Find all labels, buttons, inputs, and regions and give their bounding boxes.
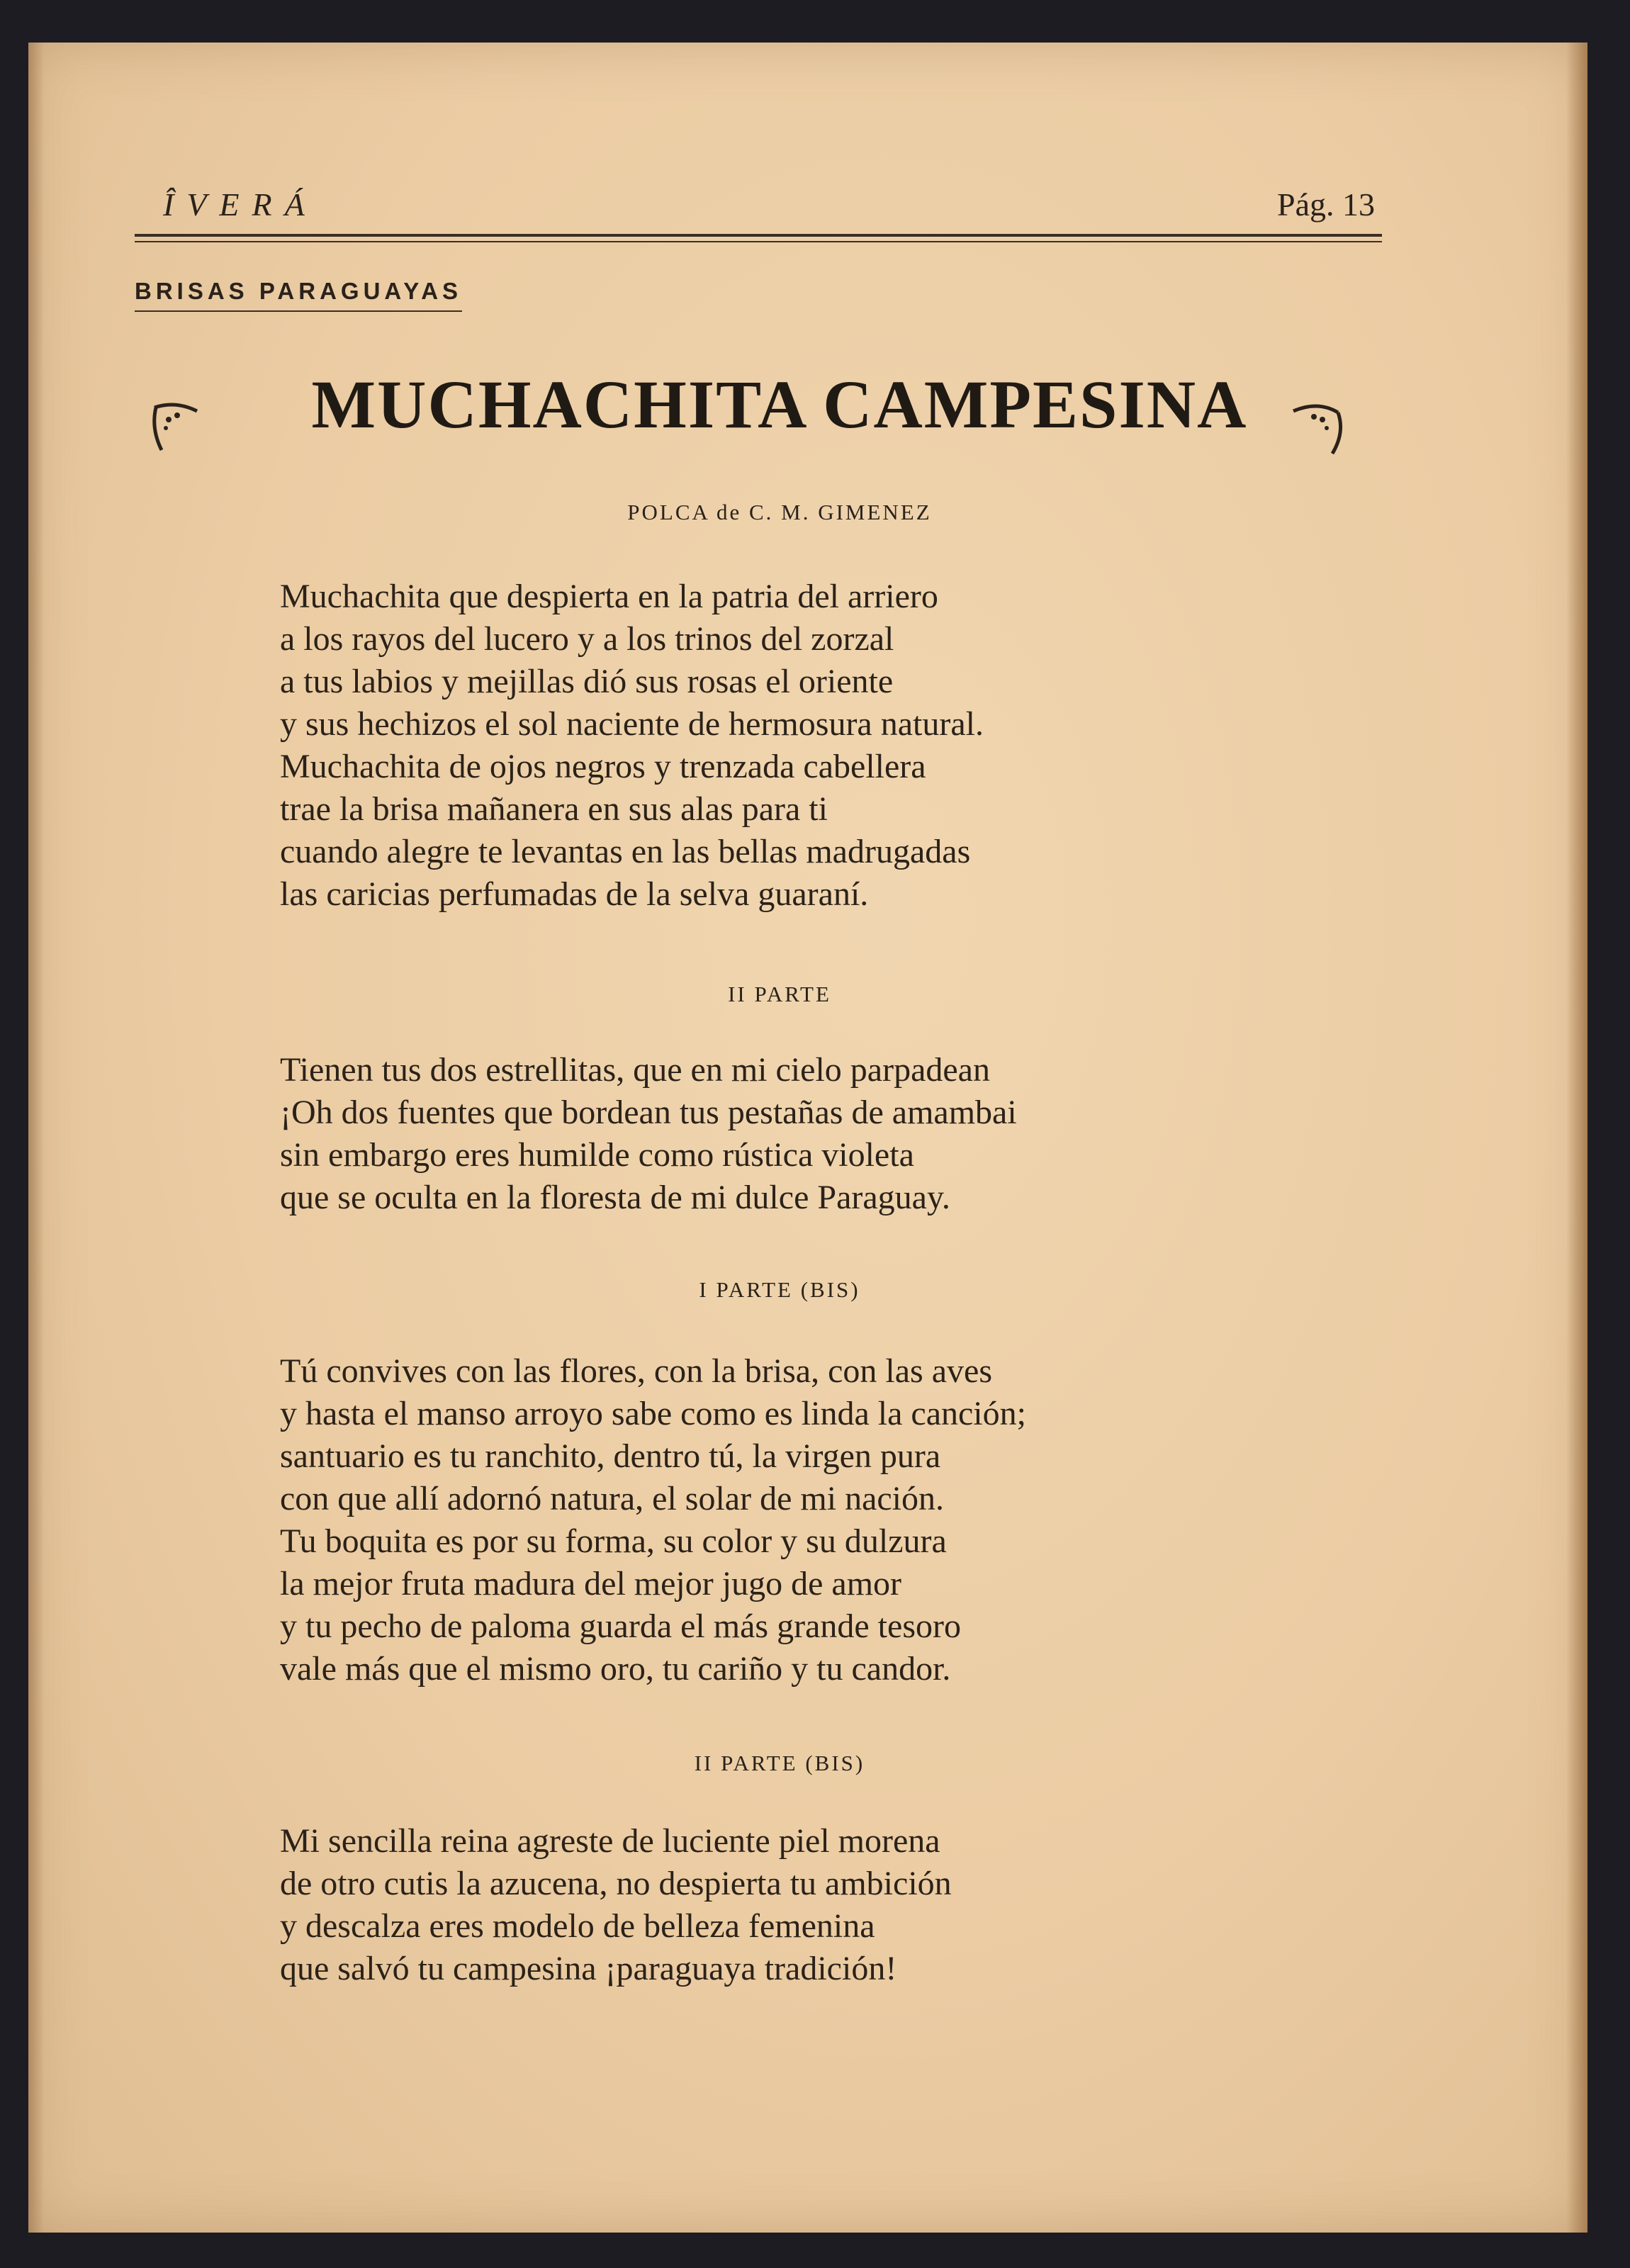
verse-line: Tu boquita es por su forma, su color y su dulzura (280, 1522, 947, 1560)
verse-line: santuario es tu ranchito, dentro tú, la virgen pura (280, 1437, 941, 1475)
verse-line: Tú convives con las flores, con la brisa, con las aves (280, 1352, 993, 1390)
verse-line: Muchachita de ojos negros y trenzada cabellera (280, 748, 926, 785)
verse-line: y tu pecho de paloma guarda el más grande tesoro (280, 1607, 961, 1645)
running-title: ÎVERÁ (163, 186, 317, 223)
part-label: II PARTE (728, 982, 831, 1006)
verse-line: la mejor fruta madura del mejor jugo de amor (280, 1565, 902, 1602)
verse-line: ¡Oh dos fuentes que bordean tus pestañas de amambai (280, 1094, 1017, 1131)
verse-line: a los rayos del lucero y a los trinos del zorzal (280, 620, 894, 658)
part-label: II PARTE (BIS) (694, 1751, 865, 1775)
verse-line: que se oculta en la floresta de mi dulce Paraguay. (280, 1179, 950, 1216)
page-edge-shadow (1566, 43, 1587, 2233)
song-title: MUCHACHITA CAMPESINA (311, 366, 1248, 442)
verse-line: y hasta el manso arroyo sabe como es linda la canción; (280, 1395, 1026, 1432)
stanza-1 (280, 576, 1343, 916)
header-rule-thick (135, 234, 1382, 237)
verse-line: trae la brisa mañanera en sus alas para ti (280, 790, 828, 828)
section-label: BRISAS PARAGUAYAS (135, 278, 462, 312)
verse-line: Muchachita que despierta en la patria del arriero (280, 578, 938, 615)
stanza-4 (280, 1820, 1343, 1990)
verse-line: sin embargo eres humilde como rústica violeta (280, 1136, 914, 1174)
stanza-3 (280, 1350, 1343, 1690)
verse-line: vale más que el mismo oro, tu cariño y tu candor. (280, 1650, 951, 1688)
verse-line: de otro cutis la azucena, no despierta tu ambición (280, 1865, 952, 1902)
verse-line: y sus hechizos el sol naciente de hermosura natural. (280, 705, 984, 743)
part-label: I PARTE (BIS) (699, 1277, 860, 1302)
verse-line: y descalza eres modelo de belleza femenina (280, 1907, 875, 1945)
verse-line: las caricias perfumadas de la selva guaraní. (280, 875, 869, 913)
header-rule-thin (135, 241, 1382, 242)
verse-line: cuando alegre te levantas en las bellas madrugadas (280, 833, 971, 870)
song-subtitle: POLCA de C. M. GIMENEZ (627, 500, 932, 524)
verse-line: Tienen tus dos estrellitas, que en mi cielo parpadean (280, 1051, 990, 1089)
page-number: Pág. 13 (1277, 186, 1375, 223)
verse-line: Mi sencilla reina agreste de luciente piel morena (280, 1822, 940, 1860)
stanza-2 (280, 1049, 1343, 1219)
verse-line: que salvó tu campesina ¡paraguaya tradición! (280, 1950, 897, 1987)
verse-line: con que allí adornó natura, el solar de mi nación. (280, 1480, 945, 1517)
verse-line: a tus labios y mejillas dió sus rosas el oriente (280, 663, 894, 700)
